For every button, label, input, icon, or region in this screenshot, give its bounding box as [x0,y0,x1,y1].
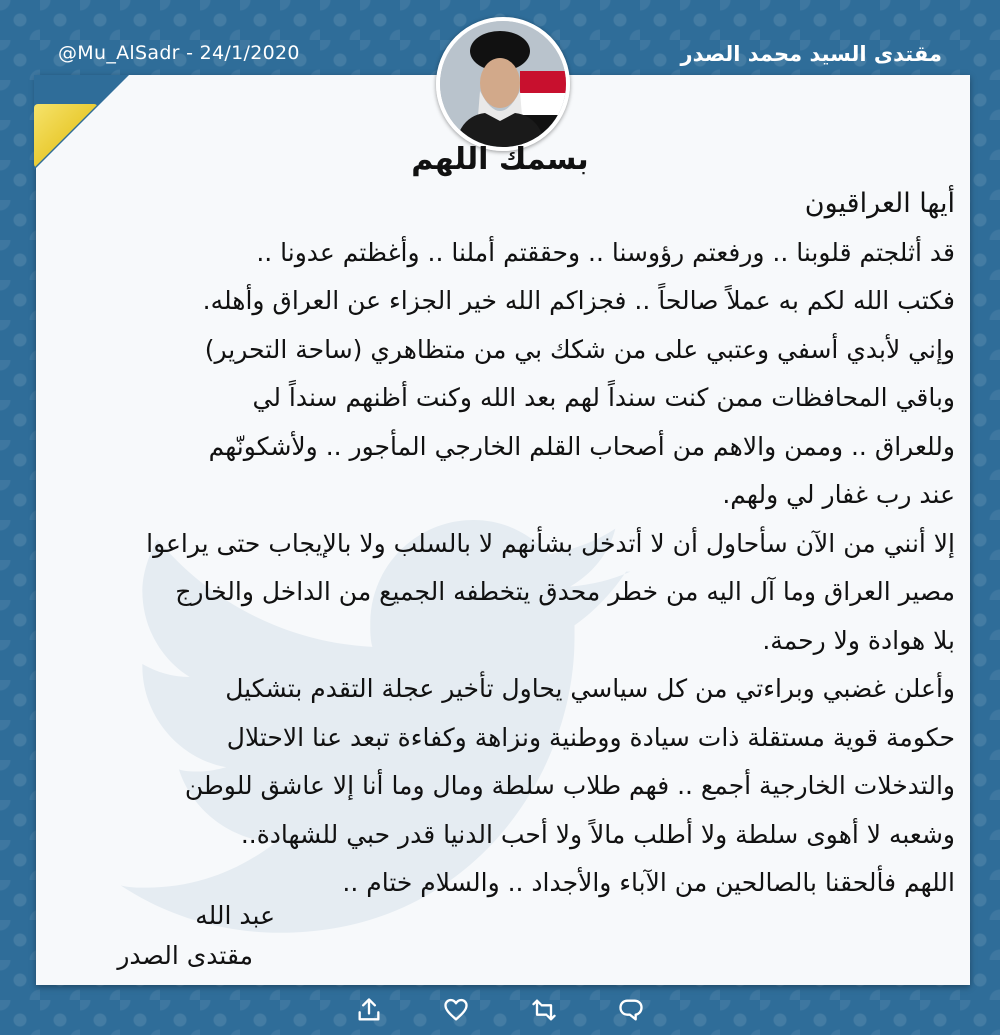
letter-line: إلا أنني من الآن سأحاول أن لا أتدخل بشأنهم لا بالسلب ولا بالإيجاب حتى يراعوا [146,528,955,558]
letter-line: وباقي المحافظات ممن كنت سنداً لهم بعد الله وكنت أظنهم سنداً لي [252,383,955,412]
letter-line: وشعبه لا أهوى سلطة ولا أطلب مالاً ولا أحب الدنيا قدر حبي للشهادة.. [240,819,955,849]
signature-line-2: مقتدى الصدر [117,941,253,970]
letter-line: فكتب الله لكم به عملاً صالحاً .. فجزاكم الله خير الجزاء عن العراق وأهله. [202,286,955,315]
letter-line: اللهم فألحقنا بالصالحين من الآباء والأجداد .. والسلام ختام .. [342,868,955,897]
like-icon[interactable] [442,996,470,1024]
letter-line: قد أثلجتم قلوبنا .. ورفعتم رؤوسنا .. وحققتم أملنا .. وأغظتم عدونا .. [256,237,955,267]
avatar [436,17,570,151]
header-author-name: مقتدى السيد محمد الصدر [680,42,942,66]
letter-address: أيها العراقيون [804,188,955,219]
letter-line: مصير العراق وما آل اليه من خطر محدق يتخطفه الجميع من الداخل والخارج [175,577,955,606]
signature-block [75,896,275,976]
letter-line: بلا هوادة ولا رحمة. [762,625,955,655]
tweet-actions [0,990,1000,1035]
letter-line: والتدخلات الخارجية أجمع .. فهم طلاب سلطة ومال وما أنا إلا عاشق للوطن [184,771,955,800]
profile-photo [440,21,566,147]
retweet-icon[interactable] [530,996,558,1024]
letter-line: حكومة قوية مستقلة ذات سيادة ووطنية ونزاهة وكفاءة تبعد عنا الاحتلال [226,722,955,752]
header-handle-date: @Mu_AlSadr - 24/1/2020 [58,42,300,64]
letter-line: وأعلن غضبي وبراءتي من كل سياسي يحاول تأخير عجلة التقدم بتشكيل [225,674,955,703]
letter-line: عند رب غفار لي ولهم. [722,480,955,509]
salutation-title: بسمك اللهم [411,142,589,177]
signature-line-1: عبد الله [195,901,275,930]
reply-icon[interactable] [617,996,645,1024]
share-icon[interactable] [355,996,383,1024]
letter-body [55,180,955,908]
letter-line: وللعراق .. وممن والاهم من أصحاب القلم الخارجي المأجور .. ولأشكونّهم [208,431,955,461]
letter-line: وإني لأبدي أسفي وعتبي على من شكك بي من متظاهري (ساحة التحرير) [204,334,955,364]
